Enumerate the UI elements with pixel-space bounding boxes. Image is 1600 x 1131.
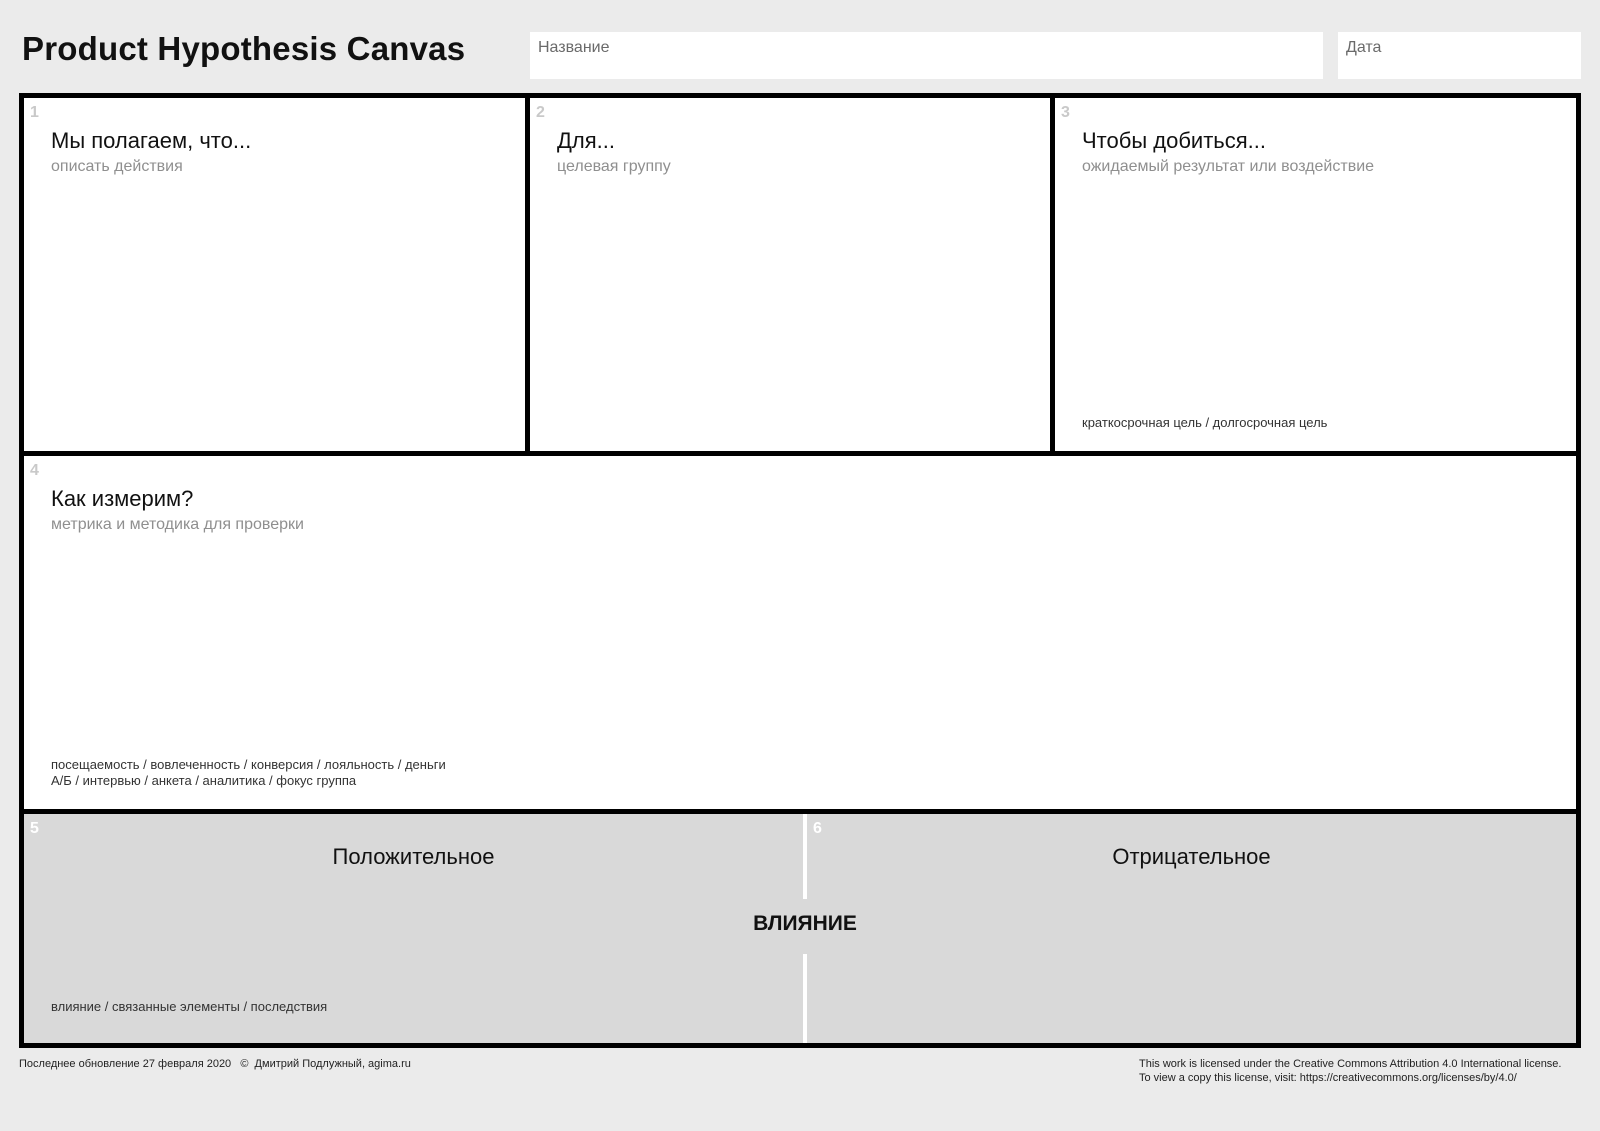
cell-subheading: метрика и методика для проверки: [51, 516, 304, 533]
footer-credits: Последнее обновление 27 февраля 2020 © Дмитрий Подлужный, agima.ru: [19, 1058, 411, 1070]
license-line: To view a copy this license, visit: https://creativecommons.org/licenses/by/4.0/: [1139, 1072, 1517, 1084]
cell-to-achieve[interactable]: [1055, 98, 1576, 451]
page-title: Product Hypothesis Canvas: [22, 30, 466, 67]
cell-number: 5: [30, 820, 39, 837]
cell-subheading: описать действия: [51, 158, 183, 175]
cell-negative[interactable]: [807, 814, 1576, 1043]
hypothesis-canvas: [19, 93, 1581, 1048]
cell-heading: Как измерим?: [51, 486, 194, 511]
cell-number: 4: [30, 462, 39, 479]
divider: [803, 814, 807, 899]
cell-hint: краткосрочная цель / долгосрочная цель: [1082, 415, 1328, 430]
cell-hint: влияние / связанные элементы / последствия: [51, 999, 328, 1014]
divider: [803, 954, 807, 1043]
cell-for-whom[interactable]: [530, 98, 1055, 451]
cell-number: 3: [1061, 104, 1070, 121]
cell-subheading: целевая группу: [557, 158, 671, 175]
license-line: This work is licensed under the Creative Commons Attribution 4.0 International license.: [1139, 1058, 1562, 1070]
cell-heading: Отрицательное: [1112, 844, 1271, 869]
impact-label: ВЛИЯНИЕ: [753, 912, 857, 935]
cell-heading: Мы полагаем, что...: [51, 128, 252, 153]
cell-heading: Для...: [557, 128, 615, 153]
cell-number: 2: [536, 104, 545, 121]
cell-how-measure[interactable]: [24, 456, 1576, 809]
cell-we-believe[interactable]: [24, 98, 530, 451]
cell-hint: [51, 757, 446, 789]
impact-section: [24, 814, 1576, 1043]
cell-subheading: ожидаемый результат или воздействие: [1082, 158, 1375, 175]
cell-number: 6: [813, 820, 822, 837]
footer-license: [1139, 1057, 1562, 1085]
cell-positive[interactable]: [24, 814, 803, 1043]
date-field[interactable]: Дата: [1338, 32, 1581, 79]
cell-number: 1: [30, 104, 39, 121]
hint-line-metrics: посещаемость / вовлеченность / конверсия / лояльность / деньги: [51, 757, 446, 772]
cell-heading: Чтобы добиться...: [1082, 128, 1267, 153]
hint-line-methods: А/Б / интервью / анкета / аналитика / фокус группа: [51, 773, 357, 788]
name-field[interactable]: Название: [530, 32, 1323, 79]
cell-heading: Положительное: [332, 844, 495, 869]
